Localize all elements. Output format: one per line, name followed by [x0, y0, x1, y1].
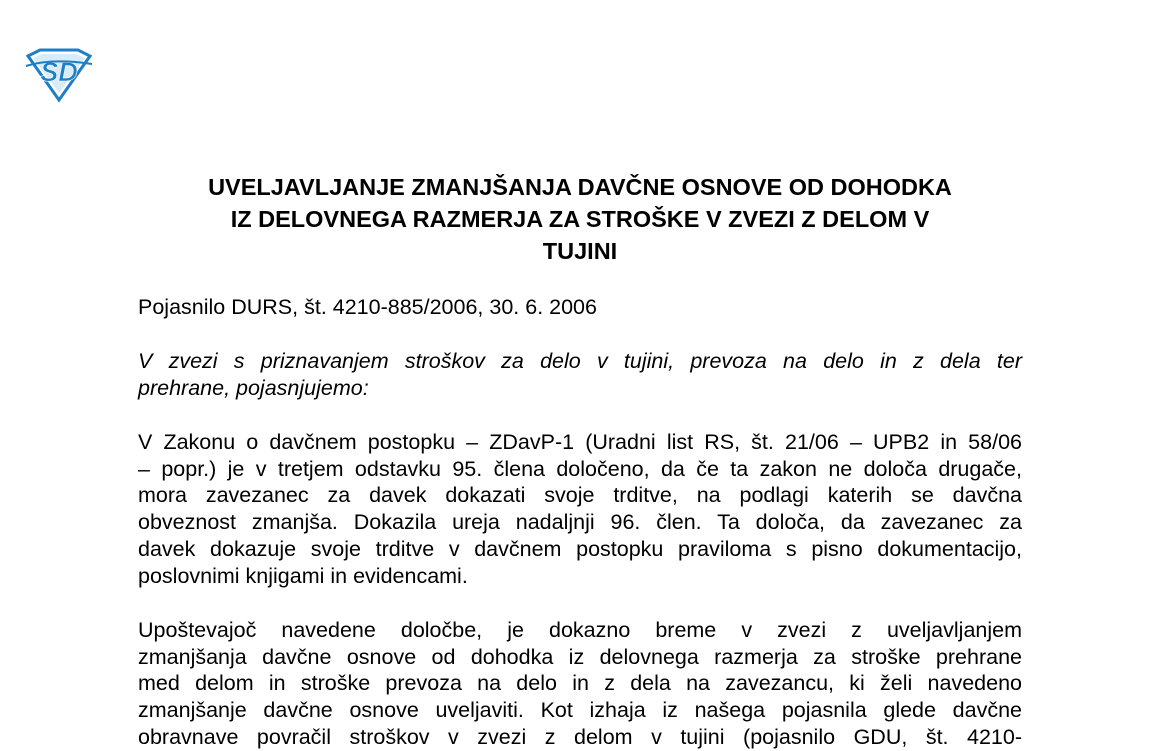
intro-paragraph — [138, 348, 1022, 401]
paragraph-line: mora zavezanec za davek dokazati svoje trditve, na podlagi katerih se davčna — [138, 483, 1022, 508]
paragraph-line: obveznost zmanjša. Dokazila ureja nadaljnji 96. člen. Ta določa, da zavezanec za — [138, 510, 1022, 535]
document-reference: Pojasnilo DURS, št. 4210-885/2006, 30. 6. 2006 — [138, 295, 597, 319]
paragraph-line: davek dokazuje svoje trditve v davčnem postopku praviloma s pisno dokumentacijo, — [138, 536, 1022, 561]
paragraph-line: obravnave povračil stroškov v zvezi z delom v tujini (pojasnilo GDU, št. 4210- — [138, 724, 1022, 749]
intro-line: V zvezi s priznavanjem stroškov za delo v tujini, prevoza na delo in z dela ter — [138, 349, 1022, 373]
paragraph-line: poslovnimi knjigami in evidencami. — [138, 563, 468, 588]
title-line: IZ DELOVNEGA RAZMERJA ZA STROŠKE V ZVEZI Z DELOM V — [230, 206, 930, 232]
paragraph-line: – popr.) je v tretjem odstavku 95. člena določeno, da če ta zakon ne določa drugače, — [138, 456, 1022, 481]
sd-shield-logo-icon — [22, 48, 96, 104]
intro-line: prehrane, pojasnjujemo: — [138, 375, 369, 400]
sd-logo — [22, 48, 96, 104]
paragraph-line: med delom in stroške prevoza na delo in z dela na zavezancu, ki želi navedeno — [138, 671, 1022, 696]
document-title — [138, 171, 1022, 267]
body-paragraph-2 — [138, 617, 1022, 751]
body-paragraph-1 — [138, 429, 1022, 589]
title-line: TUJINI — [542, 238, 618, 264]
paragraph-line: zmanjšanje davčne osnove uveljaviti. Kot izhaja iz našega pojasnila glede davčne — [138, 698, 1022, 723]
title-line: UVELJAVLJANJE ZMANJŠANJA DAVČNE OSNOVE OD DOHODKA — [208, 174, 952, 200]
paragraph-line: V Zakonu o davčnem postopku – ZDavP-1 (Uradni list RS, št. 21/06 – UPB2 in 58/06 — [138, 430, 1022, 454]
paragraph-line: Upoštevajoč navedene določbe, je dokazno breme v zvezi z uveljavljanjem — [138, 618, 1022, 642]
paragraph-line: zmanjšanja davčne osnove od dohodka iz delovnega razmerja za stroške prehrane — [138, 644, 1022, 669]
logo-letters: SD — [40, 57, 78, 87]
